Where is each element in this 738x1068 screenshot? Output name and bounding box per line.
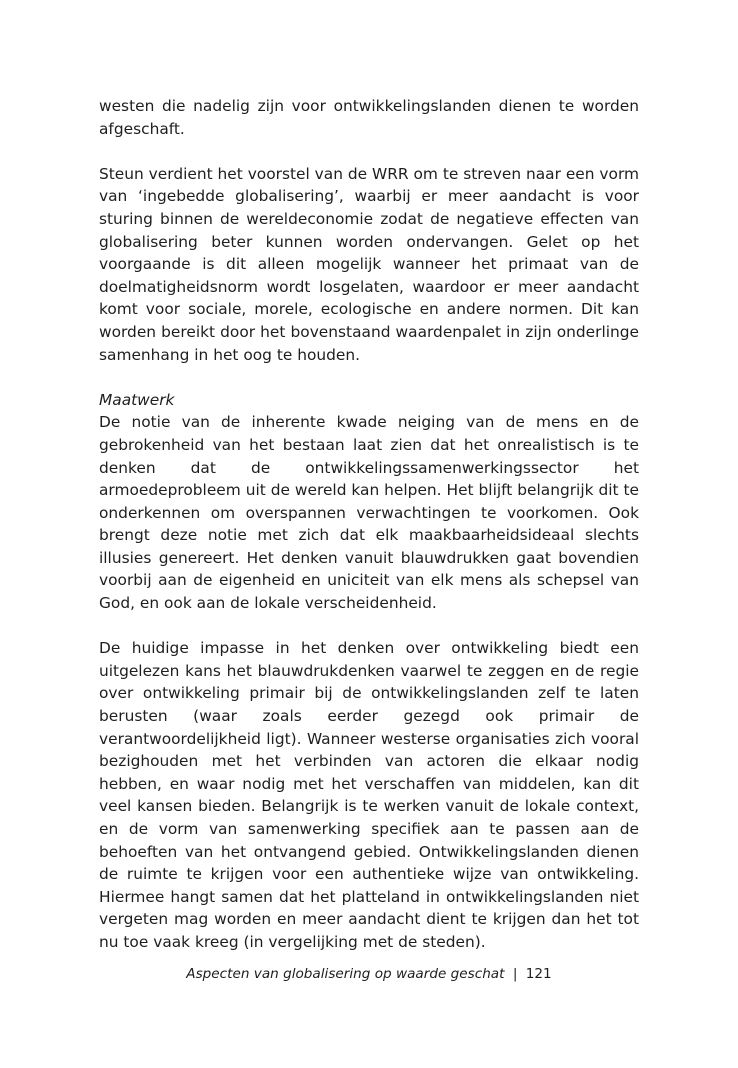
section-heading: Maatwerk xyxy=(99,390,175,409)
page-number: 121 xyxy=(525,966,552,982)
paragraph-continuation: westen die nadelig zijn voor ontwikkelingslanden dienen te worden afgeschaft. xyxy=(99,97,639,138)
paragraph-wrr-proposal: Steun verdient het voorstel van de WRR om te streven naar een vorm van ‘ingebedde globalisering’, waarbij er meer aandacht is voor sturing binnen de wereldeconomie zodat de negatieve effecten van globalisering beter kunnen worden ondervangen. Gelet op het voorgaande is dit alleen mogelijk wanneer het primaat van de doelmatigheidsnorm wordt losgelaten, waardoor er meer aandacht komt voor sociale, morele, ecologische en andere normen. Dit kan worden bereikt door het bovenstaand waardenpalet in zijn onderlinge samenhang in het oog te houden. xyxy=(99,164,639,364)
page-footer xyxy=(0,966,738,982)
paragraph-impasse: De huidige impasse in het denken over ontwikkeling biedt een uitgelezen kans het blauwdrukdenken vaarwel te zeggen en de regie over ontwikkeling primair bij de ontwikkelingslanden zelf te laten berusten (waar zoals eerder gezegd ook primair de verantwoordelijkheid ligt). Wanneer westerse organisaties zich vooral bezighouden met het verbinden van actoren die elkaar nodig hebben, en waar nodig met het verschaffen van middelen, kan dit veel kansen bieden. Belangrijk is te werken vanuit de lokale context, en de vorm van samenwerking specifiek aan te passen aan de behoeften van het ontvangend gebied. Ontwikkelingslanden dienen de ruimte te krijgen voor een authentieke wijze van ontwikkeling. Hiermee hangt samen dat het platteland in ontwikkelingslanden niet vergeten mag worden en meer aandacht dient te krijgen dan het tot nu toe vaak kreeg (in vergelijking met de steden). xyxy=(99,639,639,951)
footer-book-title: Aspecten van globalisering op waarde geschat xyxy=(186,966,505,982)
page-body xyxy=(99,95,639,976)
footer-separator: | xyxy=(512,966,518,982)
paragraph-notion: De notie van de inherente kwade neiging van de mens en de gebrokenheid van het bestaan laat zien dat het onrealistisch is te denken dat de ontwikkelingssamenwerkingssector het armoedeprobleem uit de wereld kan helpen. Het blijft belangrijk dit te onderkennen om overspannen verwachtingen te voorkomen. Ook brengt deze notie met zich dat elk maakbaarheidsideaal slechts illusies genereert. Het denken vanuit blauwdrukken gaat bovendien voorbij aan de eigenheid en uniciteit van elk mens als schepsel van God, en ook aan de lokale verscheidenheid. xyxy=(99,413,639,613)
